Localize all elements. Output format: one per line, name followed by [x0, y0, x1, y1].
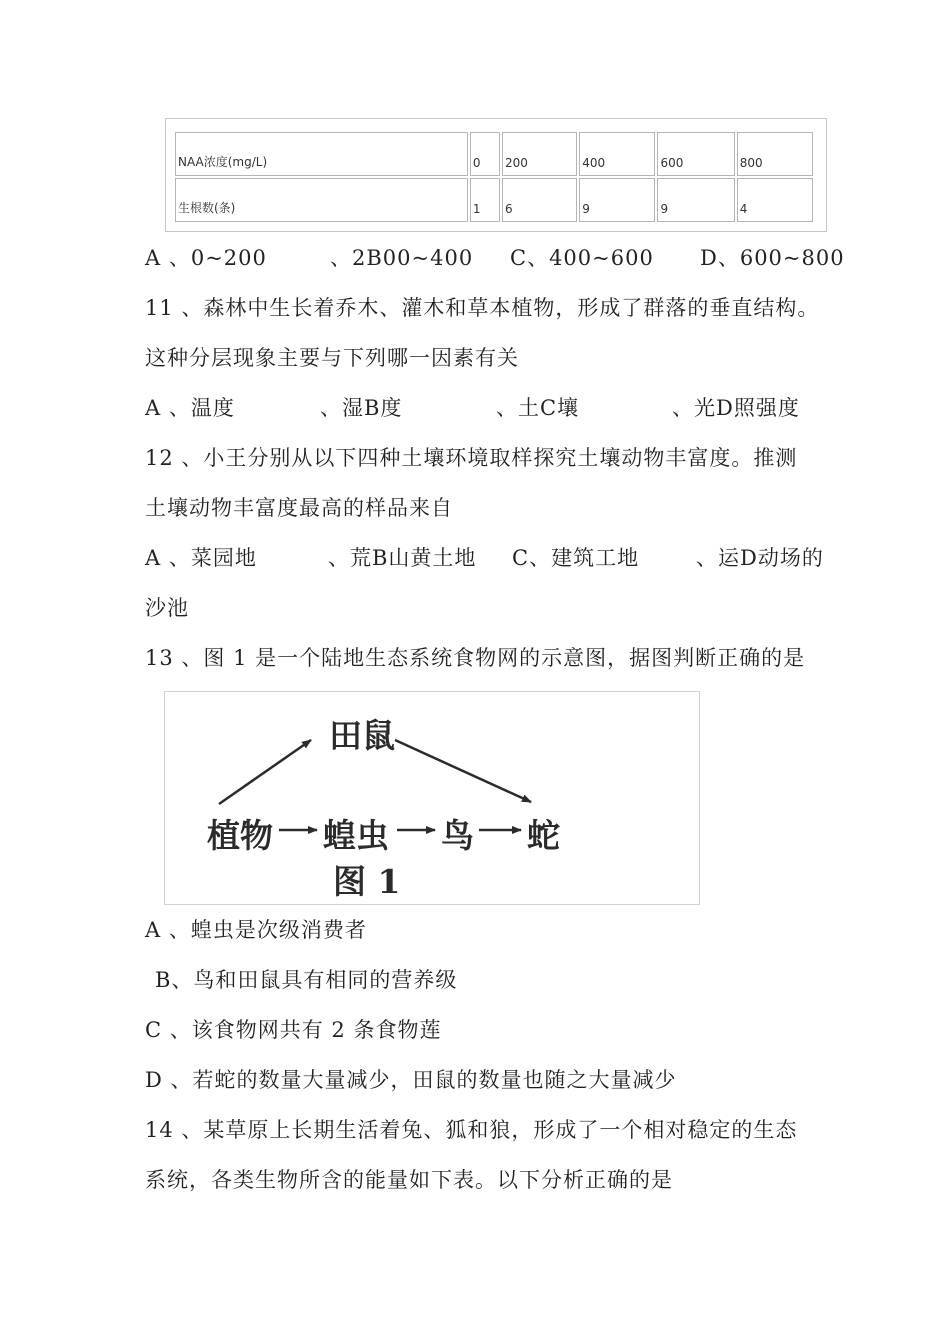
q12-option-c: C、建筑工地 [512, 546, 640, 570]
q13-option-d: D 、若蛇的数量大量减少，田鼠的数量也随之大量减少 [145, 1068, 677, 1092]
q11-stem-line1: 11 、森林中生长着乔木、灌木和草本植物，形成了群落的垂直结构。 [145, 296, 820, 320]
food-web-node-snake: 蛇 [527, 816, 560, 855]
arrow-plant-to-vole [219, 740, 311, 804]
q13-stem: 13 、图 1 是一个陆地生态系统食物网的示意图，据图判断正确的是 [145, 646, 806, 670]
q14-stem-line2: 系统，各类生物所含的能量如下表。以下分析正确的是 [145, 1168, 673, 1192]
food-web-figure [164, 691, 700, 905]
q12-option-b: 、荒B山黄土地 [328, 546, 477, 570]
q11-option-c: 、土C壤 [496, 396, 580, 420]
table-cell: 600 [657, 132, 734, 176]
q13-option-a: A 、蝗虫是次级消费者 [145, 918, 367, 942]
q10-option-d: D、600~800 [700, 246, 845, 270]
q12-stem-line2: 土壤动物丰富度最高的样品来自 [145, 496, 453, 520]
food-web-node-vole: 田鼠 [329, 716, 395, 755]
q13-option-c: C 、该食物网共有 2 条食物莲 [145, 1018, 442, 1042]
q10-option-a: A 、0~200 [145, 246, 267, 270]
figure-caption: 图 1 [333, 862, 401, 901]
food-web-node-bird: 鸟 [441, 816, 474, 855]
q13-option-b: B、鸟和田鼠具有相同的营养级 [155, 968, 458, 992]
table-cell: 400 [579, 132, 655, 176]
q11-option-d: 、光D照强度 [672, 396, 800, 420]
food-web-arrows [165, 692, 701, 906]
table-cell: 9 [657, 178, 734, 222]
q11-option-a: A 、温度 [145, 396, 235, 420]
table-cell: 9 [579, 178, 655, 222]
q14-stem-line1: 14 、某草原上长期生活着兔、狐和狼，形成了一个相对稳定的生态 [145, 1118, 798, 1142]
naa-table [173, 130, 815, 224]
table-row [175, 178, 813, 222]
arrow-vole-to-snake [395, 740, 531, 802]
food-web-node-plant: 植物 [207, 816, 273, 855]
q10-option-c: C、400~600 [510, 246, 654, 270]
table-cell: 1 [470, 178, 500, 222]
q10-option-b: 、2B00~400 [330, 246, 474, 270]
q12-option-d-continued: 沙池 [145, 596, 189, 620]
table-cell: 6 [502, 178, 577, 222]
table-row-label: NAA浓度(mg/L) [175, 132, 468, 176]
q11-stem-line2: 这种分层现象主要与下列哪一因素有关 [145, 346, 519, 370]
table-cell: 0 [470, 132, 500, 176]
q12-stem-line1: 12 、小王分别从以下四种土壤环境取样探究土壤动物丰富度。推测 [145, 446, 798, 470]
table-cell: 800 [737, 132, 813, 176]
q12-option-a: A 、菜园地 [145, 546, 257, 570]
table-cell: 200 [502, 132, 577, 176]
q12-option-d: 、运D动场的 [696, 546, 824, 570]
table-cell: 4 [737, 178, 813, 222]
table-row [175, 132, 813, 176]
q11-option-b: 、湿B度 [320, 396, 403, 420]
food-web-node-locust: 蝗虫 [323, 816, 389, 855]
table-row-label: 生根数(条) [175, 178, 468, 222]
